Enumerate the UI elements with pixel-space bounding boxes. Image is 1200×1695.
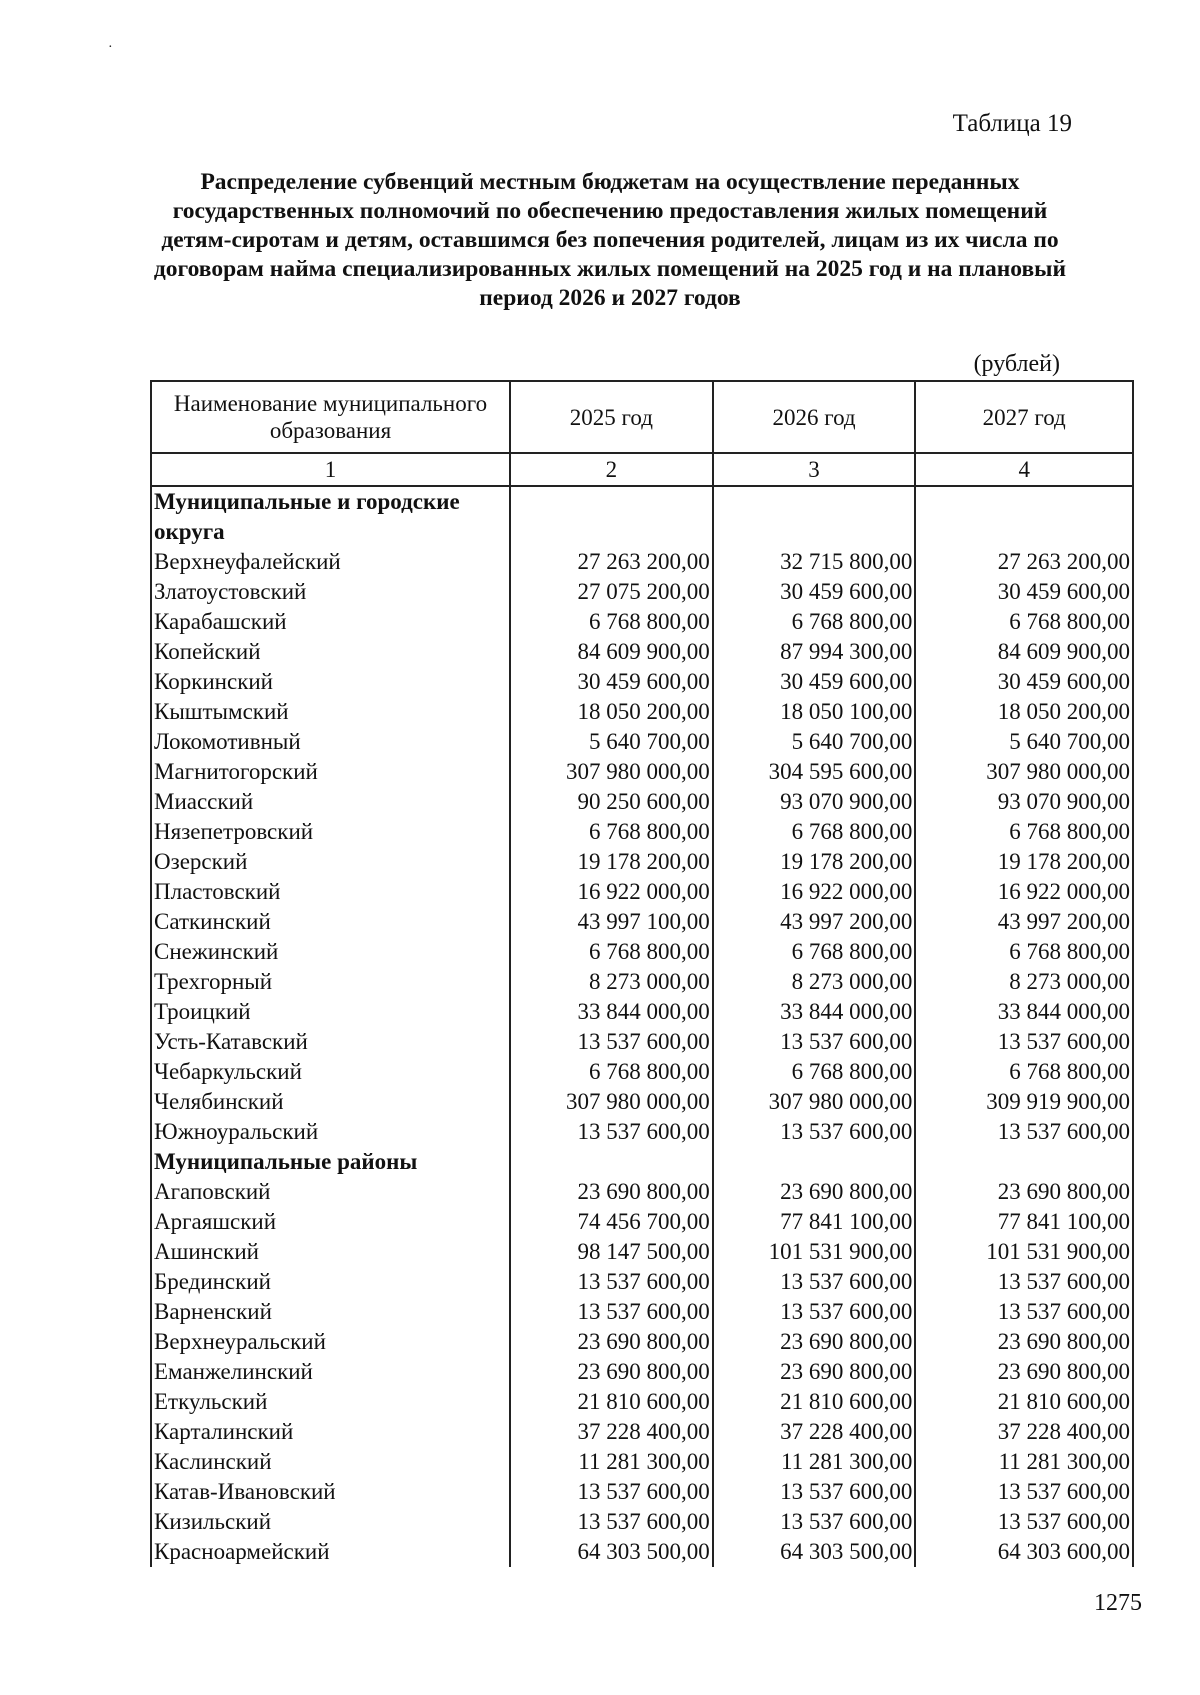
amount-2027: 23 690 800,00	[915, 1327, 1133, 1357]
amount-2026: 11 281 300,00	[713, 1447, 916, 1477]
municipality-name: Агаповский	[151, 1177, 510, 1207]
amount-2027: 6 768 800,00	[915, 1057, 1133, 1087]
municipality-name: Озерский	[151, 847, 510, 877]
empty-cell	[915, 1147, 1133, 1177]
amount-2026: 19 178 200,00	[713, 847, 916, 877]
column-number: 3	[713, 453, 916, 486]
units-label: (рублей)	[973, 351, 1060, 377]
municipality-name: Нязепетровский	[151, 817, 510, 847]
amount-2025: 6 768 800,00	[510, 1057, 713, 1087]
municipality-name: Саткинский	[151, 907, 510, 937]
amount-2025: 21 810 600,00	[510, 1387, 713, 1417]
header-2027: 2027 год	[915, 381, 1133, 453]
amount-2025: 74 456 700,00	[510, 1207, 713, 1237]
amount-2025: 18 050 200,00	[510, 697, 713, 727]
amount-2027: 13 537 600,00	[915, 1267, 1133, 1297]
amount-2027: 11 281 300,00	[915, 1447, 1133, 1477]
amount-2025: 5 640 700,00	[510, 727, 713, 757]
column-number: 4	[915, 453, 1133, 486]
empty-cell	[510, 486, 713, 547]
amount-2027: 6 768 800,00	[915, 937, 1133, 967]
table-row	[151, 607, 1133, 637]
amount-2025: 23 690 800,00	[510, 1177, 713, 1207]
amount-2026: 23 690 800,00	[713, 1177, 916, 1207]
amount-2026: 18 050 100,00	[713, 697, 916, 727]
amount-2025: 27 075 200,00	[510, 577, 713, 607]
amount-2027: 18 050 200,00	[915, 697, 1133, 727]
municipality-name: Пластовский	[151, 877, 510, 907]
amount-2026: 93 070 900,00	[713, 787, 916, 817]
table-row	[151, 967, 1133, 997]
empty-cell	[713, 486, 916, 547]
amount-2026: 8 273 000,00	[713, 967, 916, 997]
amount-2027: 21 810 600,00	[915, 1387, 1133, 1417]
table-row	[151, 757, 1133, 787]
empty-cell	[915, 486, 1133, 547]
amount-2027: 23 690 800,00	[915, 1357, 1133, 1387]
amount-2026: 43 997 200,00	[713, 907, 916, 937]
municipality-name: Златоустовский	[151, 577, 510, 607]
table-row	[151, 1117, 1133, 1147]
amount-2027: 37 228 400,00	[915, 1417, 1133, 1447]
table-row	[151, 697, 1133, 727]
table-row	[151, 1417, 1133, 1447]
amount-2027: 307 980 000,00	[915, 757, 1133, 787]
amount-2026: 6 768 800,00	[713, 1057, 916, 1087]
amount-2027: 13 537 600,00	[915, 1117, 1133, 1147]
table-row	[151, 817, 1133, 847]
amount-2026: 23 690 800,00	[713, 1327, 916, 1357]
amount-2025: 23 690 800,00	[510, 1327, 713, 1357]
municipality-name: Миасский	[151, 787, 510, 817]
amount-2027: 23 690 800,00	[915, 1177, 1133, 1207]
table-row	[151, 1237, 1133, 1267]
amount-2027: 64 303 600,00	[915, 1537, 1133, 1567]
amount-2025: 90 250 600,00	[510, 787, 713, 817]
municipality-name: Локомотивный	[151, 727, 510, 757]
table-row	[151, 937, 1133, 967]
municipality-name: Верхнеуфалейский	[151, 547, 510, 577]
amount-2027: 19 178 200,00	[915, 847, 1133, 877]
amount-2027: 6 768 800,00	[915, 817, 1133, 847]
table-row	[151, 1267, 1133, 1297]
municipality-name: Усть-Катавский	[151, 1027, 510, 1057]
municipality-name: Еманжелинский	[151, 1357, 510, 1387]
column-number: 1	[151, 453, 510, 486]
table-row	[151, 727, 1133, 757]
municipality-name: Трехгорный	[151, 967, 510, 997]
amount-2025: 30 459 600,00	[510, 667, 713, 697]
amount-2027: 43 997 200,00	[915, 907, 1133, 937]
table-row	[151, 1057, 1133, 1087]
table-row	[151, 1087, 1133, 1117]
amount-2026: 13 537 600,00	[713, 1507, 916, 1537]
amount-2027: 13 537 600,00	[915, 1507, 1133, 1537]
table-row	[151, 787, 1133, 817]
amount-2025: 307 980 000,00	[510, 757, 713, 787]
table-row	[151, 1177, 1133, 1207]
amount-2026: 304 595 600,00	[713, 757, 916, 787]
amount-2027: 84 609 900,00	[915, 637, 1133, 667]
municipality-name: Коркинский	[151, 667, 510, 697]
section-title: Муниципальные и городские округа	[151, 486, 510, 547]
amount-2026: 307 980 000,00	[713, 1087, 916, 1117]
municipality-name: Каслинский	[151, 1447, 510, 1477]
amount-2026: 33 844 000,00	[713, 997, 916, 1027]
municipality-name: Карталинский	[151, 1417, 510, 1447]
amount-2025: 13 537 600,00	[510, 1297, 713, 1327]
header-2026: 2026 год	[713, 381, 916, 453]
section-row	[151, 1147, 1133, 1177]
municipality-name: Ашинский	[151, 1237, 510, 1267]
table-row	[151, 847, 1133, 877]
amount-2026: 13 537 600,00	[713, 1267, 916, 1297]
amount-2026: 64 303 500,00	[713, 1537, 916, 1567]
amount-2027: 13 537 600,00	[915, 1477, 1133, 1507]
municipality-name: Копейский	[151, 637, 510, 667]
municipality-name: Еткульский	[151, 1387, 510, 1417]
municipality-name: Аргаяшский	[151, 1207, 510, 1237]
municipality-name: Карабашский	[151, 607, 510, 637]
amount-2025: 13 537 600,00	[510, 1027, 713, 1057]
amount-2027: 16 922 000,00	[915, 877, 1133, 907]
empty-cell	[713, 1147, 916, 1177]
amount-2025: 19 178 200,00	[510, 847, 713, 877]
amount-2026: 13 537 600,00	[713, 1477, 916, 1507]
amount-2025: 16 922 000,00	[510, 877, 713, 907]
amount-2027: 30 459 600,00	[915, 577, 1133, 607]
section-title: Муниципальные районы	[151, 1147, 510, 1177]
amount-2025: 13 537 600,00	[510, 1117, 713, 1147]
amount-2026: 37 228 400,00	[713, 1417, 916, 1447]
municipality-name: Троицкий	[151, 997, 510, 1027]
table-row	[151, 907, 1133, 937]
amount-2026: 87 994 300,00	[713, 637, 916, 667]
amount-2025: 27 263 200,00	[510, 547, 713, 577]
amount-2026: 21 810 600,00	[713, 1387, 916, 1417]
amount-2025: 64 303 500,00	[510, 1537, 713, 1567]
header-row	[151, 381, 1133, 453]
municipality-name: Брединский	[151, 1267, 510, 1297]
table-row	[151, 1297, 1133, 1327]
amount-2026: 6 768 800,00	[713, 607, 916, 637]
scan-dot: ·	[108, 40, 113, 55]
municipality-name: Катав-Ивановский	[151, 1477, 510, 1507]
amount-2025: 307 980 000,00	[510, 1087, 713, 1117]
amount-2027: 101 531 900,00	[915, 1237, 1133, 1267]
amount-2025: 23 690 800,00	[510, 1357, 713, 1387]
municipality-name: Южноуральский	[151, 1117, 510, 1147]
amount-2025: 13 537 600,00	[510, 1507, 713, 1537]
amount-2027: 13 537 600,00	[915, 1027, 1133, 1057]
amount-2025: 6 768 800,00	[510, 607, 713, 637]
amount-2027: 6 768 800,00	[915, 607, 1133, 637]
amount-2025: 6 768 800,00	[510, 817, 713, 847]
column-number: 2	[510, 453, 713, 486]
amount-2027: 30 459 600,00	[915, 667, 1133, 697]
column-number-row	[151, 453, 1133, 486]
page-number: 1275	[1094, 1590, 1142, 1616]
amount-2025: 6 768 800,00	[510, 937, 713, 967]
empty-cell	[510, 1147, 713, 1177]
amount-2027: 27 263 200,00	[915, 547, 1133, 577]
amount-2026: 5 640 700,00	[713, 727, 916, 757]
amount-2026: 13 537 600,00	[713, 1027, 916, 1057]
table-row	[151, 1477, 1133, 1507]
amount-2025: 13 537 600,00	[510, 1267, 713, 1297]
municipality-name: Верхнеуральский	[151, 1327, 510, 1357]
table-row	[151, 1207, 1133, 1237]
header-municipality: Наименование муниципального образования	[151, 381, 510, 453]
table-row	[151, 877, 1133, 907]
amount-2027: 33 844 000,00	[915, 997, 1133, 1027]
municipality-name: Кизильский	[151, 1507, 510, 1537]
amount-2027: 77 841 100,00	[915, 1207, 1133, 1237]
table-row	[151, 1507, 1133, 1537]
amount-2026: 30 459 600,00	[713, 577, 916, 607]
amount-2026: 13 537 600,00	[713, 1117, 916, 1147]
municipality-name: Снежинский	[151, 937, 510, 967]
table-row	[151, 1387, 1133, 1417]
amount-2026: 30 459 600,00	[713, 667, 916, 697]
document-title: Распределение субвенций местным бюджетам на осуществление переданных государственных полномочий по обеспечению предоставления жилых помещений детям-сиротам и детям, оставшимся без попечения родителей, лицам из их числа по договорам найма специализированных жилых помещений на 2025 год и на плановый период 2026 и 2027 годов	[153, 169, 1067, 311]
amount-2026: 101 531 900,00	[713, 1237, 916, 1267]
table-row	[151, 577, 1133, 607]
amount-2026: 77 841 100,00	[713, 1207, 916, 1237]
table-row	[151, 547, 1133, 577]
municipality-name: Красноармейский	[151, 1537, 510, 1567]
table-row	[151, 1327, 1133, 1357]
amount-2025: 33 844 000,00	[510, 997, 713, 1027]
table-row	[151, 1357, 1133, 1387]
table-row	[151, 1447, 1133, 1477]
table-row	[151, 637, 1133, 667]
table-row	[151, 1027, 1133, 1057]
municipality-name: Магнитогорский	[151, 757, 510, 787]
municipality-name: Чебаркульский	[151, 1057, 510, 1087]
subvention-table	[150, 380, 1134, 1567]
amount-2026: 13 537 600,00	[713, 1297, 916, 1327]
table-number: Таблица 19	[952, 110, 1072, 137]
amount-2025: 37 228 400,00	[510, 1417, 713, 1447]
table-row	[151, 1537, 1133, 1567]
municipality-name: Варненский	[151, 1297, 510, 1327]
municipality-name: Кыштымский	[151, 697, 510, 727]
amount-2025: 84 609 900,00	[510, 637, 713, 667]
amount-2026: 23 690 800,00	[713, 1357, 916, 1387]
table-row	[151, 997, 1133, 1027]
municipality-name: Челябинский	[151, 1087, 510, 1117]
header-2025: 2025 год	[510, 381, 713, 453]
amount-2027: 309 919 900,00	[915, 1087, 1133, 1117]
amount-2027: 8 273 000,00	[915, 967, 1133, 997]
amount-2026: 16 922 000,00	[713, 877, 916, 907]
amount-2025: 11 281 300,00	[510, 1447, 713, 1477]
amount-2025: 13 537 600,00	[510, 1477, 713, 1507]
amount-2026: 6 768 800,00	[713, 937, 916, 967]
table-row	[151, 667, 1133, 697]
amount-2025: 43 997 100,00	[510, 907, 713, 937]
amount-2025: 98 147 500,00	[510, 1237, 713, 1267]
amount-2027: 5 640 700,00	[915, 727, 1133, 757]
amount-2026: 32 715 800,00	[713, 547, 916, 577]
amount-2027: 93 070 900,00	[915, 787, 1133, 817]
amount-2025: 8 273 000,00	[510, 967, 713, 997]
amount-2027: 13 537 600,00	[915, 1297, 1133, 1327]
section-row	[151, 486, 1133, 547]
amount-2026: 6 768 800,00	[713, 817, 916, 847]
